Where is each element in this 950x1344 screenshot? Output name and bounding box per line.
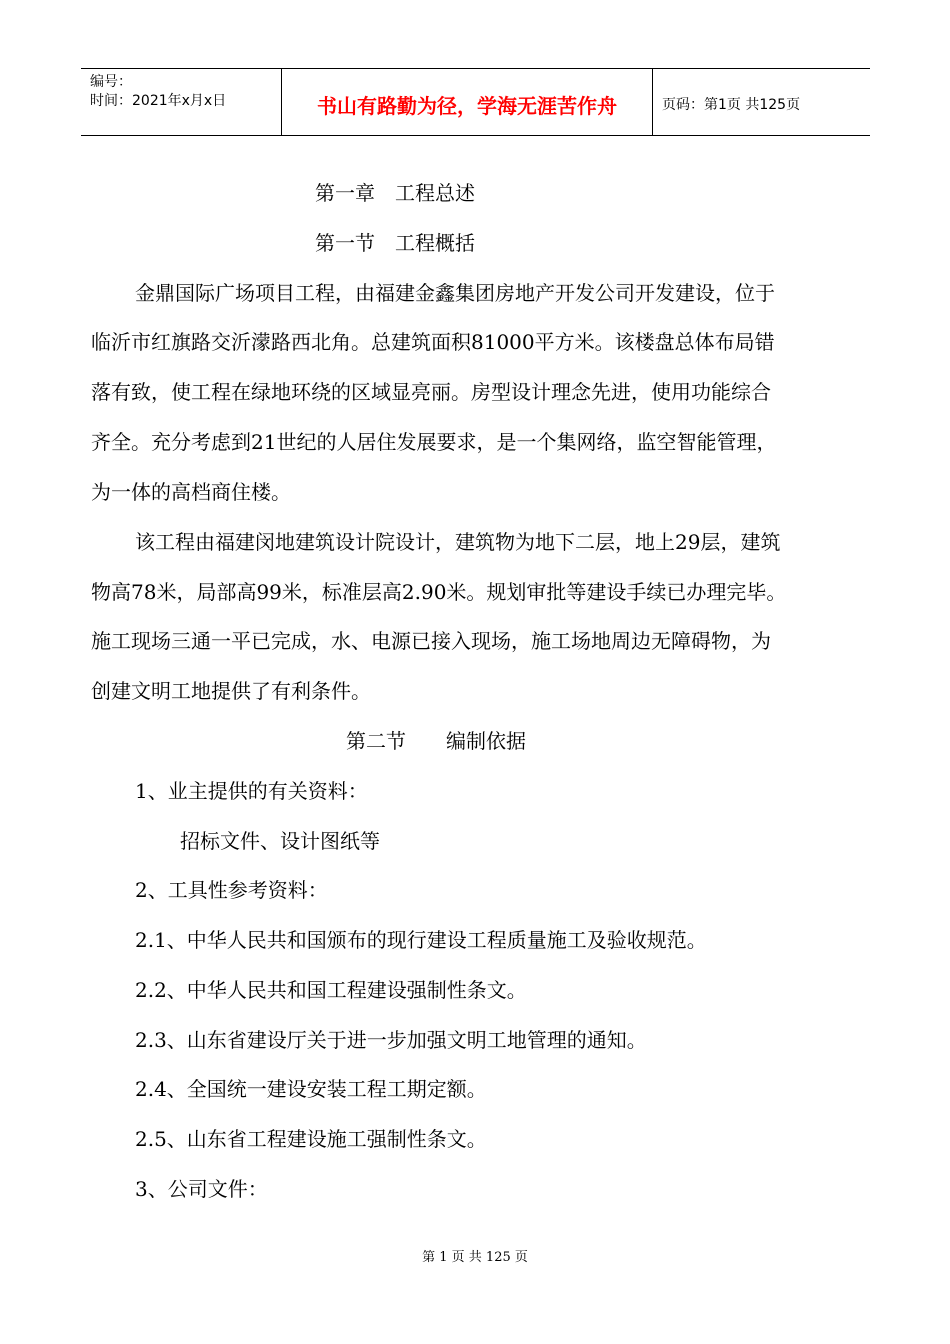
chapter-title: 第一章 工程总述 [315, 181, 475, 205]
document-number-label: 编号： [90, 74, 132, 90]
paragraph-2-line: 该工程由福建闵地建筑设计院设计，建筑物为地下二层，地上29层，建筑 [135, 530, 781, 554]
header-meta-cell [81, 69, 282, 135]
paragraph-1-line: 落有致，使工程在绿地环绕的区域显亮丽。房型设计理念先进，使用功能综合 [91, 380, 771, 404]
paragraph-2-line: 施工现场三通一平已完成，水、电源已接入现场，施工场地周边无障碍物，为 [91, 629, 771, 653]
page-footer: 第 1 页 共 125 页 [422, 1250, 528, 1265]
document-header [81, 68, 870, 136]
basis-item: 2.3、山东省建设厅关于进一步加强文明工地管理的通知。 [135, 1028, 647, 1052]
basis-item: 招标文件、设计图纸等 [180, 829, 380, 853]
section-title-2: 第二节 编制依据 [346, 729, 526, 753]
basis-item: 2.4、全国统一建设安装工程工期定额。 [135, 1077, 487, 1101]
paragraph-1-line: 为一体的高档商住楼。 [91, 480, 291, 504]
basis-item: 2.1、中华人民共和国颁布的现行建设工程质量施工及验收规范。 [135, 928, 707, 952]
paragraph-1-line: 临沂市红旗路交沂濛路西北角。总建筑面积81000平方米。该楼盘总体布局错 [91, 330, 775, 354]
paragraph-2-line: 创建文明工地提供了有利条件。 [91, 679, 371, 703]
header-page-info: 页码：第1页 共125页 [662, 97, 801, 113]
basis-item: 1、业主提供的有关资料： [135, 779, 368, 803]
paragraph-2-line: 物高78米，局部高99米，标准层高2.90米。规划审批等建设手续已办理完毕。 [91, 580, 787, 604]
basis-item: 2.5、山东省工程建设施工强制性条文。 [135, 1127, 487, 1151]
basis-item: 3、公司文件： [135, 1177, 268, 1201]
header-motto: 书山有路勤为径，学海无涯苦作舟 [282, 69, 653, 135]
paragraph-1-line: 齐全。充分考虑到21世纪的人居住发展要求，是一个集网络，监空智能管理， [91, 430, 777, 454]
document-time-label: 时间：2021年x月x日 [90, 93, 227, 109]
basis-item: 2、工具性参考资料： [135, 878, 328, 902]
basis-item: 2.2、中华人民共和国工程建设强制性条文。 [135, 978, 527, 1002]
paragraph-1-line: 金鼎国际广场项目工程，由福建金鑫集团房地产开发公司开发建设，位于 [135, 281, 775, 305]
section-title-1: 第一节 工程概括 [315, 231, 475, 255]
